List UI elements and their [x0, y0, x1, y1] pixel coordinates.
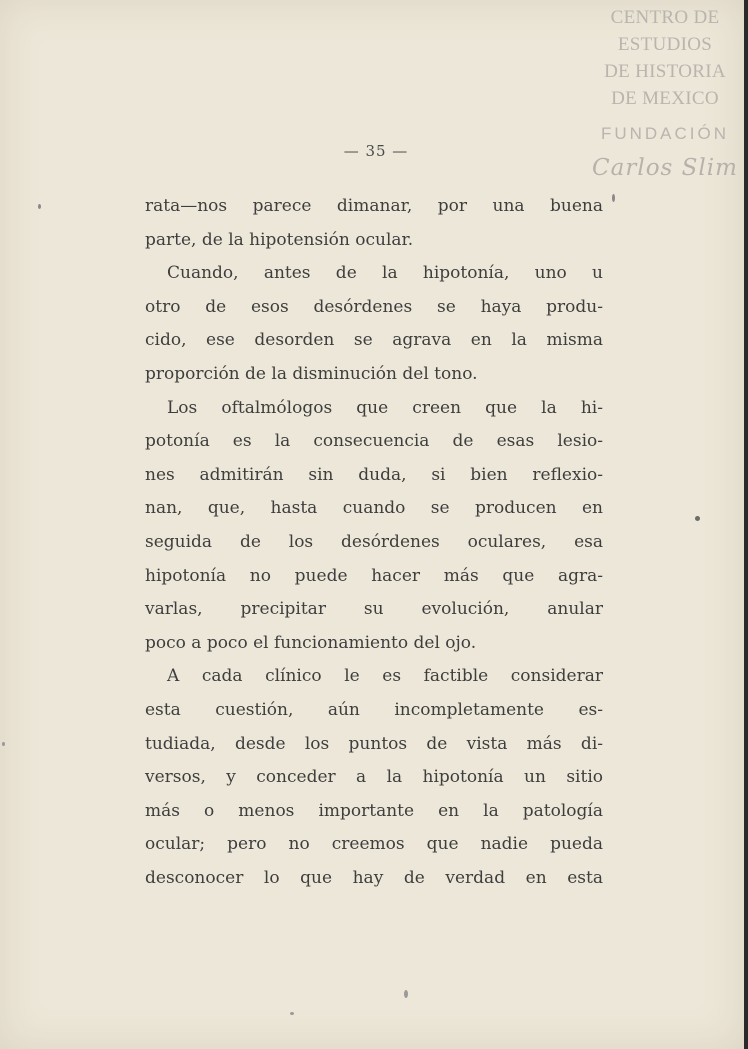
watermark-signature: Carlos Slim	[592, 155, 738, 181]
scan-right-edge	[744, 0, 748, 1049]
ink-speck	[290, 1012, 294, 1015]
text-line: cido, ese desorden se agrava en la misma	[145, 330, 603, 351]
text-line: otro de esos desórdenes se haya produ-	[145, 296, 603, 317]
text-line: varlas, precipitar su evolución, anular	[145, 599, 603, 620]
text-line: esta cuestión, aún incompletamente es-	[145, 699, 603, 720]
watermark-foundation: FUNDACIÓN	[600, 124, 730, 143]
ink-speck	[695, 516, 700, 521]
watermark-line: DE HISTORIA	[604, 61, 726, 82]
page-number: — 35 —	[343, 142, 409, 160]
text-line: versos, y conceder a la hipotonía un sitio	[145, 767, 603, 788]
text-line: tudiada, desde los puntos de vista más di-	[145, 733, 603, 754]
watermark-line: DE MEXICO	[611, 88, 719, 109]
ink-speck	[2, 742, 5, 746]
text-line: poco a poco el funcionamiento del ojo.	[145, 632, 477, 653]
text-line: proporción de la disminución del tono.	[145, 363, 478, 384]
text-line: ocular; pero no creemos que nadie pueda	[145, 834, 603, 855]
watermark-line: ESTUDIOS	[617, 34, 713, 55]
text-line: más o menos importante en la patología	[145, 800, 603, 821]
text-line: desconocer lo que hay de verdad en esta	[145, 867, 603, 888]
text-line: hipotonía no puede hacer más que agra-	[145, 565, 603, 586]
text-line: A cada clínico le es factible considerar	[167, 666, 603, 687]
text-line: seguida de los desórdenes oculares, esa	[145, 531, 603, 552]
watermark-line: CENTRO DE	[610, 7, 720, 28]
text-line: nan, que, hasta cuando se producen en	[145, 498, 603, 519]
text-line: parte, de la hipotensión ocular.	[145, 229, 414, 250]
archive-watermark	[592, 4, 738, 182]
text-line: nes admitirán sin duda, si bien reflexio-	[145, 464, 603, 485]
body-text	[145, 190, 603, 895]
text-line: potonía es la consecuencia de esas lesio-	[145, 431, 603, 452]
text-line: Cuando, antes de la hipotonía, uno u	[167, 263, 603, 284]
ink-speck	[404, 990, 408, 998]
ink-speck	[612, 194, 615, 202]
text-line: rata—nos parece dimanar, por una buena	[145, 196, 603, 216]
text-line: Los oftalmólogos que creen que la hi-	[167, 397, 603, 418]
ink-speck	[38, 204, 41, 209]
